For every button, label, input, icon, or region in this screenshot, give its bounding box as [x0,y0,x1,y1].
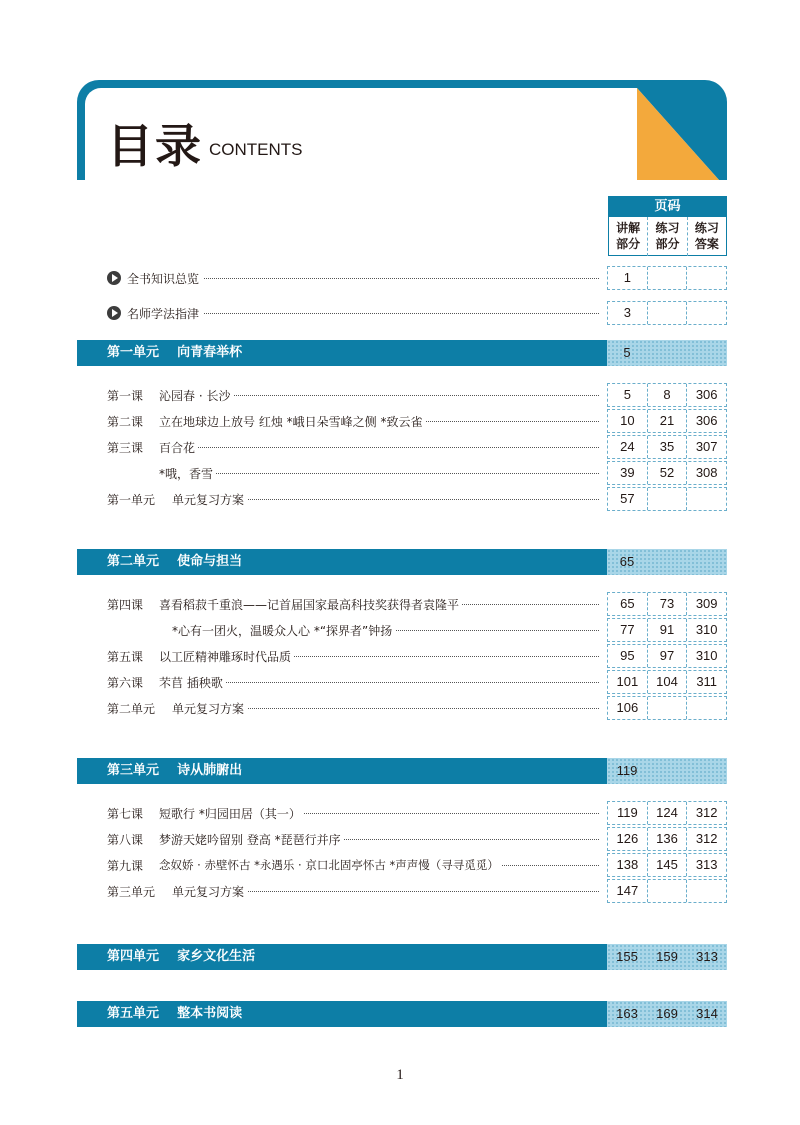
page-cells: 126 136 312 [607,827,727,851]
unit-pages: 119 [607,758,727,784]
col-lecture: 讲解 部分 [609,217,648,256]
lesson-title: 梦游天姥吟留别 登高 *琵琶行并序 [159,831,344,848]
toc-entry[interactable] [77,670,727,694]
page-cells: 119 124 312 [607,801,727,825]
page-cells: 3 [607,301,727,325]
lesson-title: *哦，香雪 [159,465,216,482]
toc-entry[interactable] [77,827,727,851]
toc-entry[interactable] [77,435,727,459]
unit-title: 第二单元 使命与担当 [77,549,607,575]
col-answers: 练习 答案 [694,221,719,251]
lesson-number: 第一课 [107,387,147,404]
toc-entry[interactable] [77,853,727,877]
unit-bar-1[interactable] [77,340,727,366]
unit-pages: 5 [607,340,727,366]
toc-entry-overview[interactable] [77,266,727,290]
lesson-title: 短歌行 *归园田居（其一） [159,805,304,822]
lesson-title: 单元复习方案 [172,491,247,508]
page-cells: 106 [607,696,727,720]
page-cells: 95 97 310 [607,644,727,668]
page-number: 1 [396,1067,404,1083]
page-cells: 65 73 309 [607,592,727,616]
page-cells: 5 8 306 [607,383,727,407]
page-subtitle: CONTENTS [209,140,303,159]
page-cells: 147 [607,879,727,903]
page-column-header [608,196,727,256]
lesson-title: 单元复习方案 [172,700,247,717]
lesson-number: 第三课 [107,439,147,456]
lesson-title: 单元复习方案 [172,883,247,900]
toc-entry[interactable] [77,409,727,433]
toc-entry[interactable] [77,592,727,616]
play-arrow-icon [107,306,121,320]
unit-title: 第四单元 家乡文化生活 [77,944,607,970]
page-cells: 24 35 307 [607,435,727,459]
toc-entry[interactable] [77,383,727,407]
lesson-number: 第二单元 [107,700,159,717]
lesson-title: 喜看稻菽千重浪——记首届国家最高科技奖获得者袁隆平 [159,596,462,613]
page-cells: 57 [607,487,727,511]
page-cells: 77 91 310 [607,618,727,642]
toc-entry[interactable] [77,879,727,903]
toc-entry[interactable] [77,644,727,668]
entry-label: 全书知识总览 [127,270,203,287]
unit-bar-4[interactable] [77,944,727,970]
unit-title: 第五单元 整本书阅读 [77,1001,607,1027]
unit-bar-5[interactable] [77,1001,727,1027]
lesson-number: 第四课 [107,596,147,613]
page-column-title: 页码 [609,197,726,217]
toc-entry[interactable] [77,487,727,511]
unit-pages: 65 [607,549,727,575]
play-arrow-icon [107,271,121,285]
unit-title: 第一单元 向青春举杯 [77,340,607,366]
lesson-title: 百合花 [159,439,198,456]
toc-entry[interactable] [77,618,727,642]
unit-pages: 163 169 314 [607,1001,727,1027]
unit-bar-3[interactable] [77,758,727,784]
lesson-title: 念奴娇 · 赤壁怀古 *永遇乐 · 京口北固亭怀古 *声声慢（寻寻觅觅） [159,857,502,873]
page-cells: 10 21 306 [607,409,727,433]
lesson-title: 立在地球边上放号 红烛 *峨日朵雪峰之侧 *致云雀 [159,413,425,430]
lesson-number: 第六课 [107,674,147,691]
lesson-title: 沁园春 · 长沙 [159,387,233,404]
toc-entry[interactable] [77,801,727,825]
lesson-number: 第九课 [107,857,147,874]
unit-bar-2[interactable] [77,549,727,575]
page-cells: 101 104 311 [607,670,727,694]
lesson-title: 以工匠精神雕琢时代品质 [159,648,294,665]
contents-header [77,80,727,180]
lesson-number: 第八课 [107,831,147,848]
lesson-number: 第二课 [107,413,147,430]
page-cells: 1 [607,266,727,290]
lesson-number: 第一单元 [107,491,159,508]
page-cells: 39 52 308 [607,461,727,485]
lesson-number: 第五课 [107,648,147,665]
lesson-number: 第三单元 [107,883,159,900]
page-title: 目录 [107,119,203,173]
lesson-number: 第七课 [107,805,147,822]
leader-dots [159,473,599,474]
lesson-title: *心有一团火，温暖众人心 *“探界者”钟扬 [172,622,395,639]
lesson-title: 芣苢 插秧歌 [159,674,226,691]
toc-entry-methods[interactable] [77,301,727,325]
page-cells: 138 145 313 [607,853,727,877]
toc-entry[interactable] [77,461,727,485]
col-practice: 练习 部分 [648,217,687,256]
corner-fold-decoration [637,88,719,180]
unit-title: 第三单元 诗从肺腑出 [77,758,607,784]
unit-pages: 155 159 313 [607,944,727,970]
entry-label: 名师学法指津 [127,305,203,322]
toc-entry[interactable] [77,696,727,720]
leader-dots [159,447,599,448]
